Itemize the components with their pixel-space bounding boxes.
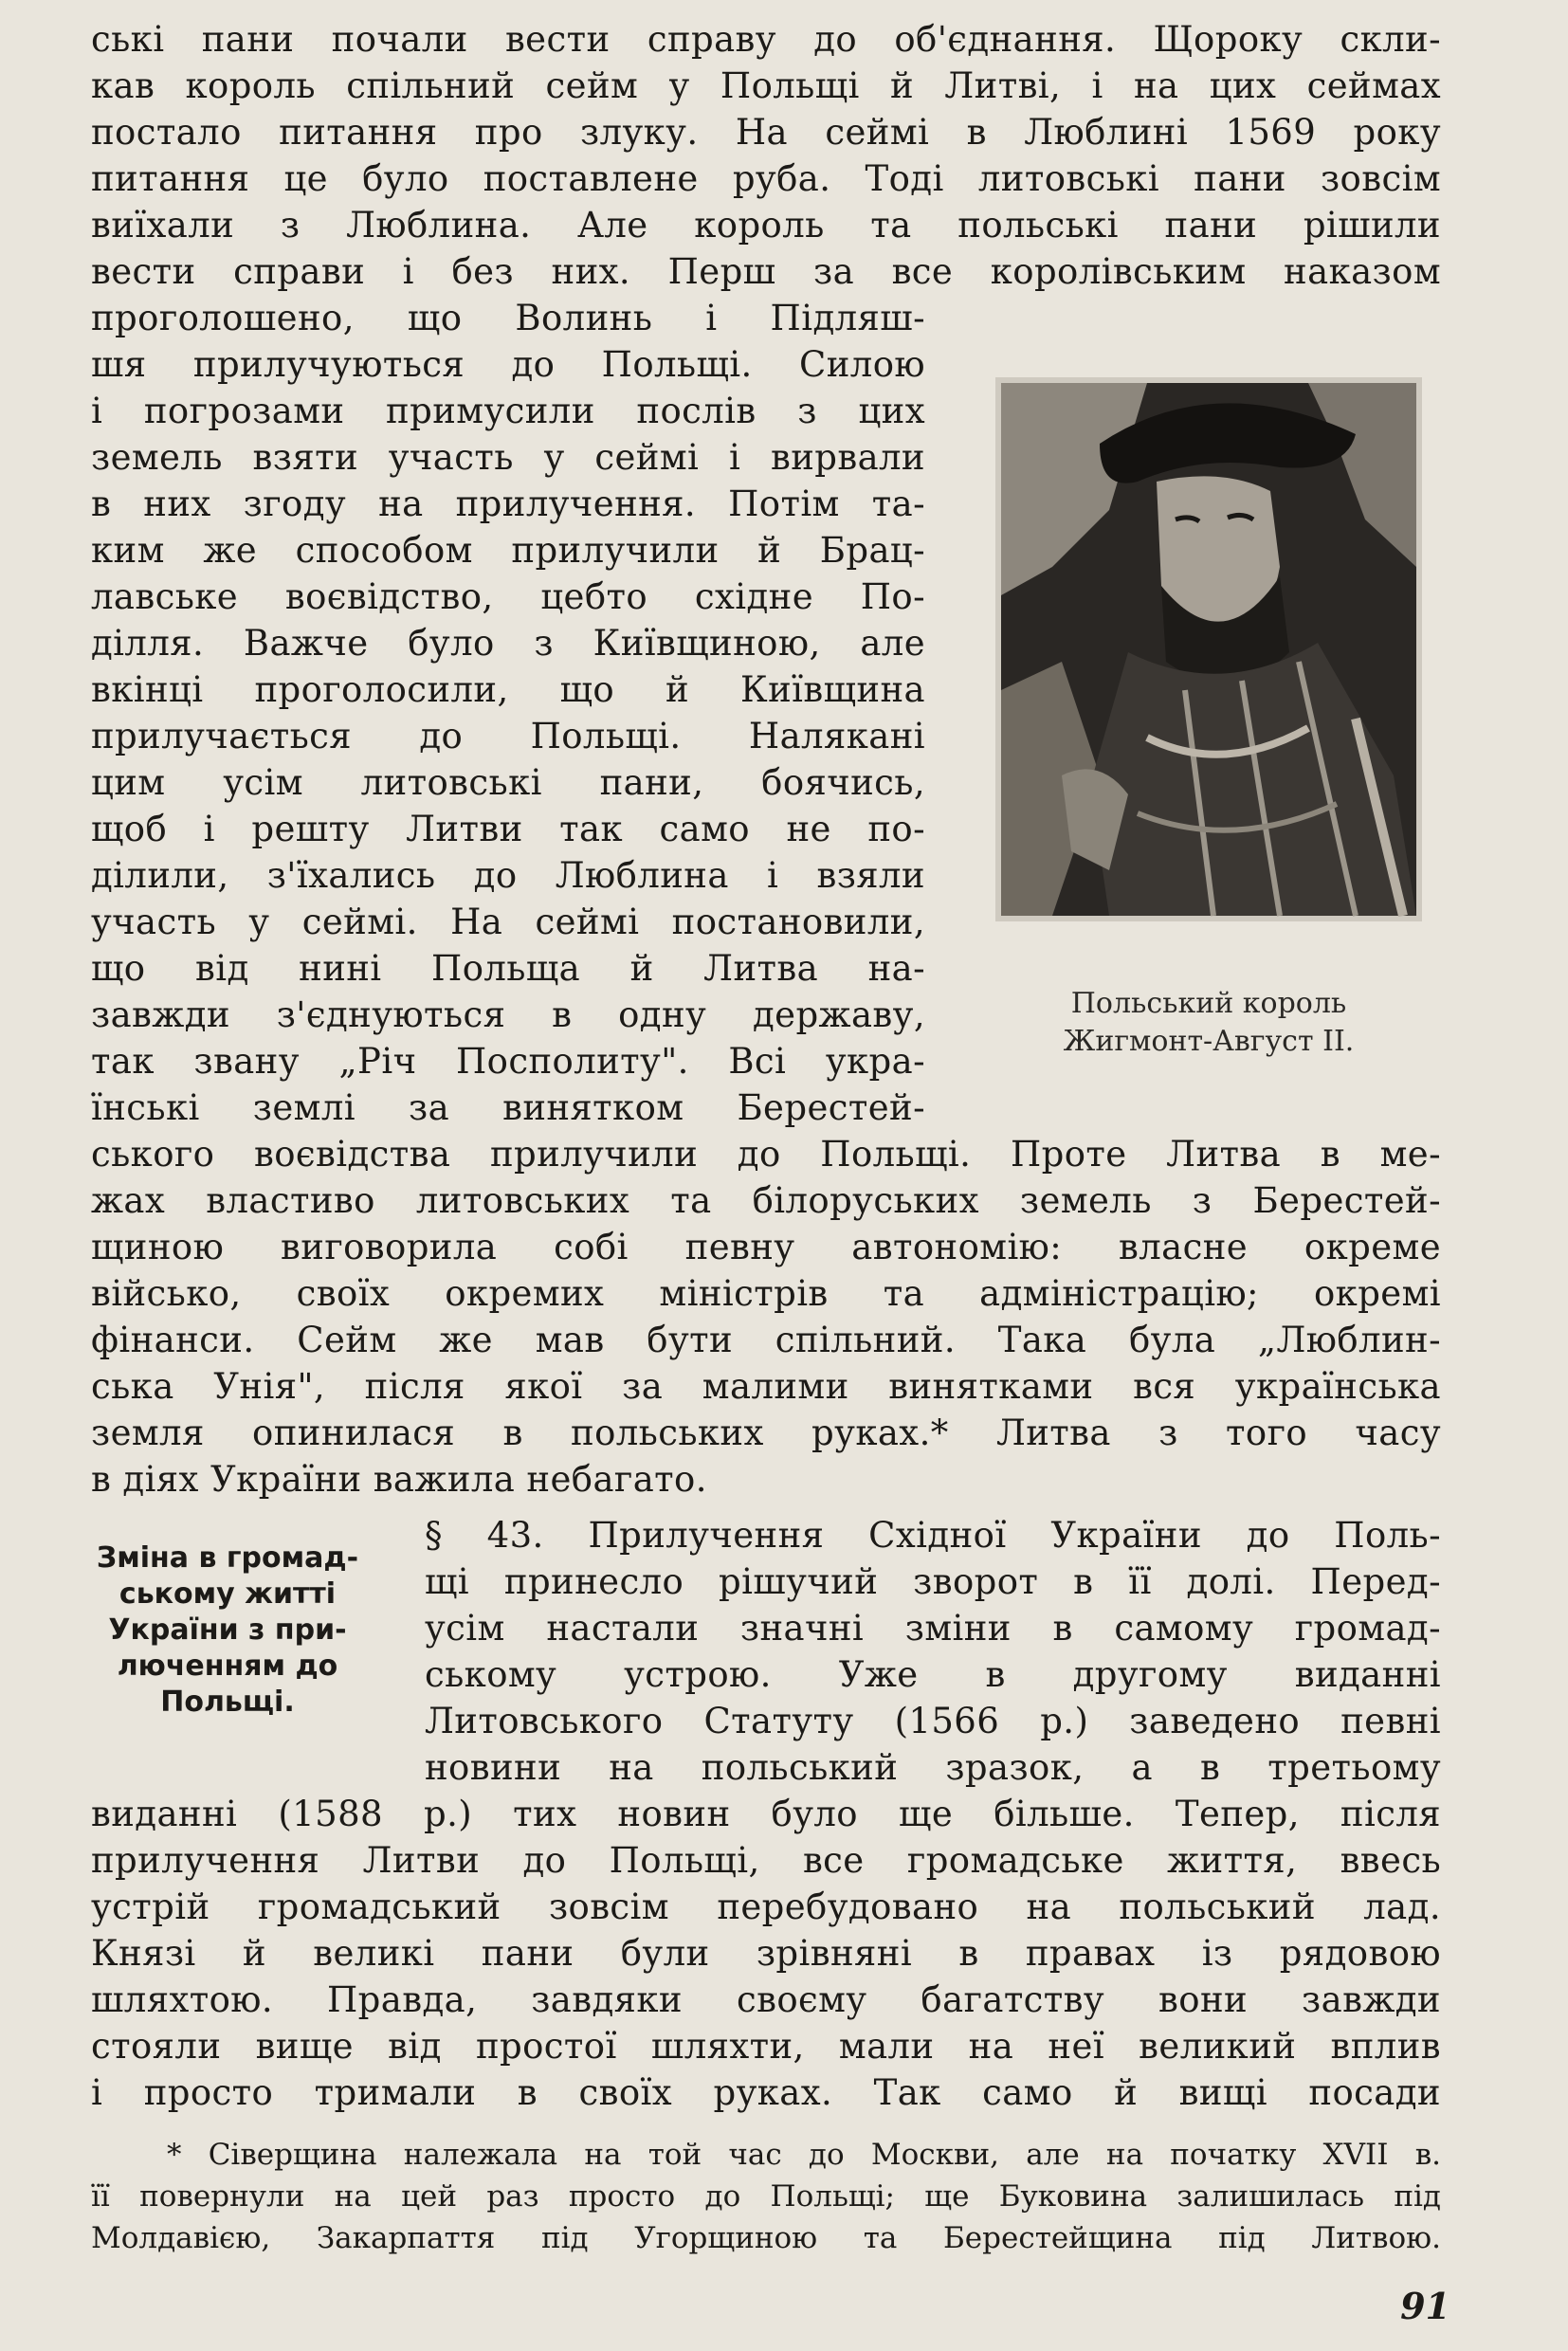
body-line: завжди з'єднуються в одну державу, (91, 994, 925, 1035)
body-line: в них згоду на прилучення. Потім та- (91, 483, 925, 524)
body-line: земля опинилася в польських руках.* Литва з того часу (91, 1412, 1441, 1453)
footnote-line: її повернули на цей раз просто до Польщі; ще Буковина залишилась під (91, 2179, 1441, 2214)
body-line: устрій громадський зовсім перебудовано на польський лад. (91, 1886, 1441, 1927)
body-line: постало питання про злуку. На сеймі в Люблині 1569 року (91, 112, 1441, 153)
page-number: 91 (1400, 2285, 1450, 2327)
margin-heading-line: Зміна в громад- (96, 1541, 359, 1575)
body-line: ського воєвідства прилучили до Польщі. Проте Литва в ме- (91, 1134, 1441, 1175)
footnote-line: Молдавією, Закарпаття під Угорщиною та Берестейщина під Литвою. (91, 2221, 1441, 2255)
body-line: ким же способом прилучили й Брац- (91, 530, 925, 571)
body-line: лавське воєвідство, цебто східне По- (91, 576, 925, 617)
body-line: ська Унія", після якої за малими винятками вся українська (91, 1366, 1441, 1407)
body-line: і просто тримали в своїх руках. Так само й вищі посади (91, 2072, 1441, 2113)
body-line: вести справи і без них. Перш за все королівським наказом (91, 251, 1441, 292)
section-line: щі принесло рішучий зворот в її долі. Перед- (425, 1561, 1441, 1602)
body-line: прилучається до Польщі. Налякані (91, 716, 925, 756)
body-line: стояли вище від простої шляхти, мали на неї великий вплив (91, 2026, 1441, 2067)
king-portrait-image (995, 377, 1422, 921)
body-line: так звану „Річ Посполиту". Всі укра- (91, 1041, 925, 1082)
body-line: питання це було поставлене руба. Тоді литовські пани зовсім (91, 158, 1441, 199)
body-line: жах властиво литовських та білоруських земель з Берестей- (91, 1180, 1441, 1221)
body-line: ділля. Важче було з Київщиною, але (91, 623, 925, 664)
section-line: ському устрою. Уже в другому виданні (425, 1654, 1441, 1695)
body-line: шя прилучуються до Польщі. Силою (91, 344, 925, 385)
body-line: проголошено, що Волинь і Підляш- (91, 298, 925, 338)
body-line: участь у сеймі. На сеймі постановили, (91, 902, 925, 942)
body-line: Князі й великі пани були зрівняні в правах із рядовою (91, 1933, 1441, 1974)
section-line: Литовського Статуту (1566 р.) заведено певні (425, 1701, 1441, 1741)
body-line: прилучення Литви до Польщі, все громадське життя, ввесь (91, 1840, 1441, 1881)
body-line: щиною виговорила собі певну автономію: власне окреме (91, 1227, 1441, 1267)
body-line: ділили, з'їхались до Люблина і взяли (91, 855, 925, 896)
body-line: в діях України важила небагато. (91, 1459, 707, 1500)
body-line: виїхали з Люблина. Але король та польські пани рішили (91, 205, 1441, 246)
portrait-caption-line: Польський король (1070, 987, 1347, 1020)
body-line: їнські землі за винятком Берестей- (91, 1087, 925, 1128)
section-line: усім настали значні зміни в самому громад- (425, 1608, 1441, 1649)
body-line: цим усім литовські пани, боячись, (91, 762, 925, 803)
body-line: вкінці проголосили, що й Київщина (91, 669, 925, 710)
body-line: земель взяти участь у сеймі і вирвали (91, 437, 925, 478)
margin-heading-line: України з при- (108, 1613, 347, 1647)
body-line: фінанси. Сейм же мав бути спільний. Така була „Люблин- (91, 1320, 1441, 1360)
margin-heading (66, 1540, 389, 1721)
body-line: військо, своїх окремих міністрів та адміністрацію; окремі (91, 1273, 1441, 1314)
body-line: виданні (1588 р.) тих новин було ще більше. Тепер, після (91, 1794, 1441, 1834)
portrait-engraving-icon (995, 377, 1422, 921)
body-line: і погрозами примусили послів з цих (91, 391, 925, 431)
body-line: щоб і решту Литви так само не по- (91, 809, 925, 849)
portrait-caption-line: Жигмонт-Август II. (1063, 1025, 1355, 1058)
body-line: ські пани почали вести справу до об'єднання. Щороку скли- (91, 19, 1441, 60)
margin-heading-line: Польщі. (160, 1686, 295, 1719)
body-line: шляхтою. Правда, завдяки своєму багатству вони завжди (91, 1979, 1441, 2020)
body-line: що від нині Польща й Литва на- (91, 948, 925, 989)
section-line: § 43. Прилучення Східної України до Поль- (425, 1515, 1441, 1556)
body-line: кав король спільний сейм у Польщі й Литві, і на цих сеймах (91, 65, 1441, 106)
margin-heading-line: ському житті (119, 1577, 337, 1611)
margin-heading-line: люченням до (117, 1649, 338, 1683)
section-line: новини на польський зразок, а в третьому (425, 1747, 1441, 1788)
footnote-line: * Сіверщина належала на той час до Москви, але на початку XVII в. (167, 2138, 1441, 2172)
